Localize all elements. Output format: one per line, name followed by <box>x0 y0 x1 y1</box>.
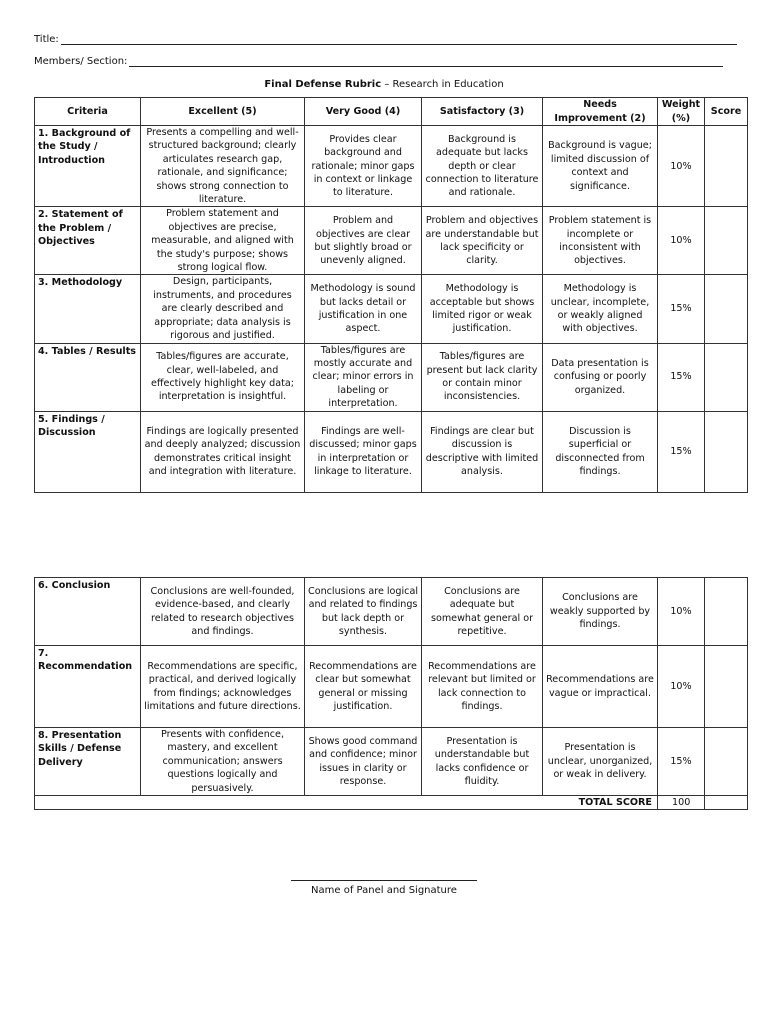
table-row <box>35 646 748 728</box>
excellent-cell: Tables/figures are accurate, clear, well-labeled, and effectively highlight key data; interpretation is insightful. <box>141 343 305 411</box>
criteria-cell: 6. Conclusion <box>35 578 141 646</box>
weight-cell: 15% <box>658 411 705 492</box>
needs-improvement-cell: Recommendations are vague or impractical. <box>543 646 658 728</box>
needs-improvement-cell: Data presentation is confusing or poorly organized. <box>543 343 658 411</box>
excellent-cell: Problem statement and objectives are precise, measurable, and aligned with the study's purpose; shows strong logical flow. <box>141 207 305 275</box>
score-cell[interactable] <box>705 343 748 411</box>
score-cell[interactable] <box>705 126 748 207</box>
rubric-table-part-2 <box>34 577 748 810</box>
needs-improvement-cell: Background is vague; limited discussion of context and significance. <box>543 126 658 207</box>
satisfactory-cell: Methodology is acceptable but shows limited rigor or weak justification. <box>422 275 543 343</box>
needs-improvement-cell: Presentation is unclear, unorganized, or weak in delivery. <box>543 728 658 796</box>
score-cell[interactable] <box>705 275 748 343</box>
very-good-cell: Methodology is sound but lacks detail or justification in one aspect. <box>305 275 422 343</box>
needs-improvement-cell: Problem statement is incomplete or inconsistent with objectives. <box>543 207 658 275</box>
excellent-cell: Presents a compelling and well-structured background; clearly articulates research gap, rationale, and significance; shows strong connection to literature. <box>141 126 305 207</box>
title-label: Title: <box>34 34 59 45</box>
members-section-label: Members/ Section: <box>34 56 128 67</box>
rubric-table-part-1 <box>34 97 748 493</box>
score-cell[interactable] <box>705 728 748 796</box>
column-header-satisfactory: Satisfactory (3) <box>422 98 543 126</box>
satisfactory-cell: Background is adequate but lacks depth or clear connection to literature and rationale. <box>422 126 543 207</box>
column-header-score: Score <box>705 98 748 126</box>
table-row <box>35 275 748 343</box>
very-good-cell: Tables/figures are mostly accurate and clear; minor errors in labeling or interpretation. <box>305 343 422 411</box>
criteria-cell: 5. Findings / Discussion <box>35 411 141 492</box>
members-section-blank-line[interactable] <box>129 57 723 67</box>
rubric-heading-subtitle: – Research in Education <box>381 79 504 90</box>
column-header-criteria: Criteria <box>35 98 141 126</box>
title-blank-line[interactable] <box>61 35 737 45</box>
excellent-cell: Presents with confidence, mastery, and excellent communication; answers questions logically and persuasively. <box>141 728 305 796</box>
satisfactory-cell: Recommendations are relevant but limited or lack connection to findings. <box>422 646 543 728</box>
criteria-cell: 1. Background of the Study / Introduction <box>35 126 141 207</box>
satisfactory-cell: Conclusions are adequate but somewhat general or repetitive. <box>422 578 543 646</box>
column-header-weight: Weight (%) <box>658 98 705 126</box>
column-header-very-good: Very Good (4) <box>305 98 422 126</box>
very-good-cell: Problem and objectives are clear but slightly broad or unevenly aligned. <box>305 207 422 275</box>
title-field[interactable] <box>34 34 737 45</box>
score-cell[interactable] <box>705 411 748 492</box>
table-row <box>35 578 748 646</box>
excellent-cell: Design, participants, instruments, and procedures are clearly described and appropriate; data analysis is rigorous and justified. <box>141 275 305 343</box>
criteria-cell: 7. Recommendation <box>35 646 141 728</box>
satisfactory-cell: Tables/figures are present but lack clarity or contain minor inconsistencies. <box>422 343 543 411</box>
members-section-field[interactable] <box>34 56 723 67</box>
weight-cell: 15% <box>658 728 705 796</box>
score-cell[interactable] <box>705 207 748 275</box>
table-row <box>35 728 748 796</box>
weight-cell: 10% <box>658 126 705 207</box>
score-cell[interactable] <box>705 646 748 728</box>
excellent-cell: Recommendations are specific, practical, and derived logically from findings; acknowledges limitations and future directions. <box>141 646 305 728</box>
table-row <box>35 126 748 207</box>
table-row <box>35 343 748 411</box>
very-good-cell: Provides clear background and rationale; minor gaps in context or linkage to literature. <box>305 126 422 207</box>
needs-improvement-cell: Methodology is unclear, incomplete, or weakly aligned with objectives. <box>543 275 658 343</box>
rubric-heading-bold: Final Defense Rubric <box>264 79 382 90</box>
excellent-cell: Conclusions are well-founded, evidence-based, and clearly related to research objectives and findings. <box>141 578 305 646</box>
weight-cell: 15% <box>658 343 705 411</box>
table-header-row <box>35 98 748 126</box>
signature-line[interactable] <box>291 880 477 881</box>
rubric-heading <box>0 79 768 90</box>
criteria-cell: 2. Statement of the Problem / Objectives <box>35 207 141 275</box>
needs-improvement-cell: Conclusions are weakly supported by findings. <box>543 578 658 646</box>
weight-cell: 15% <box>658 275 705 343</box>
total-score-cell[interactable] <box>705 796 748 810</box>
excellent-cell: Findings are logically presented and deeply analyzed; discussion demonstrates critical insight and integration with literature. <box>141 411 305 492</box>
satisfactory-cell: Problem and objectives are understandable but lack specificity or clarity. <box>422 207 543 275</box>
signature-label: Name of Panel and Signature <box>311 885 457 896</box>
column-header-excellent: Excellent (5) <box>141 98 305 126</box>
table-row <box>35 411 748 492</box>
total-score-row <box>35 796 748 810</box>
satisfactory-cell: Findings are clear but discussion is descriptive with limited analysis. <box>422 411 543 492</box>
needs-improvement-cell: Discussion is superficial or disconnected from findings. <box>543 411 658 492</box>
total-score-value: 100 <box>658 796 705 810</box>
table-row <box>35 207 748 275</box>
satisfactory-cell: Presentation is understandable but lacks confidence or fluidity. <box>422 728 543 796</box>
very-good-cell: Recommendations are clear but somewhat general or missing justification. <box>305 646 422 728</box>
total-score-label: TOTAL SCORE <box>35 796 658 810</box>
criteria-cell: 3. Methodology <box>35 275 141 343</box>
very-good-cell: Conclusions are logical and related to findings but lack depth or synthesis. <box>305 578 422 646</box>
very-good-cell: Findings are well-discussed; minor gaps in interpretation or linkage to literature. <box>305 411 422 492</box>
weight-cell: 10% <box>658 646 705 728</box>
criteria-cell: 4. Tables / Results <box>35 343 141 411</box>
column-header-needs-improvement: Needs Improvement (2) <box>543 98 658 126</box>
criteria-cell: 8. Presentation Skills / Defense Delivery <box>35 728 141 796</box>
weight-cell: 10% <box>658 578 705 646</box>
score-cell[interactable] <box>705 578 748 646</box>
very-good-cell: Shows good command and confidence; minor issues in clarity or response. <box>305 728 422 796</box>
weight-cell: 10% <box>658 207 705 275</box>
